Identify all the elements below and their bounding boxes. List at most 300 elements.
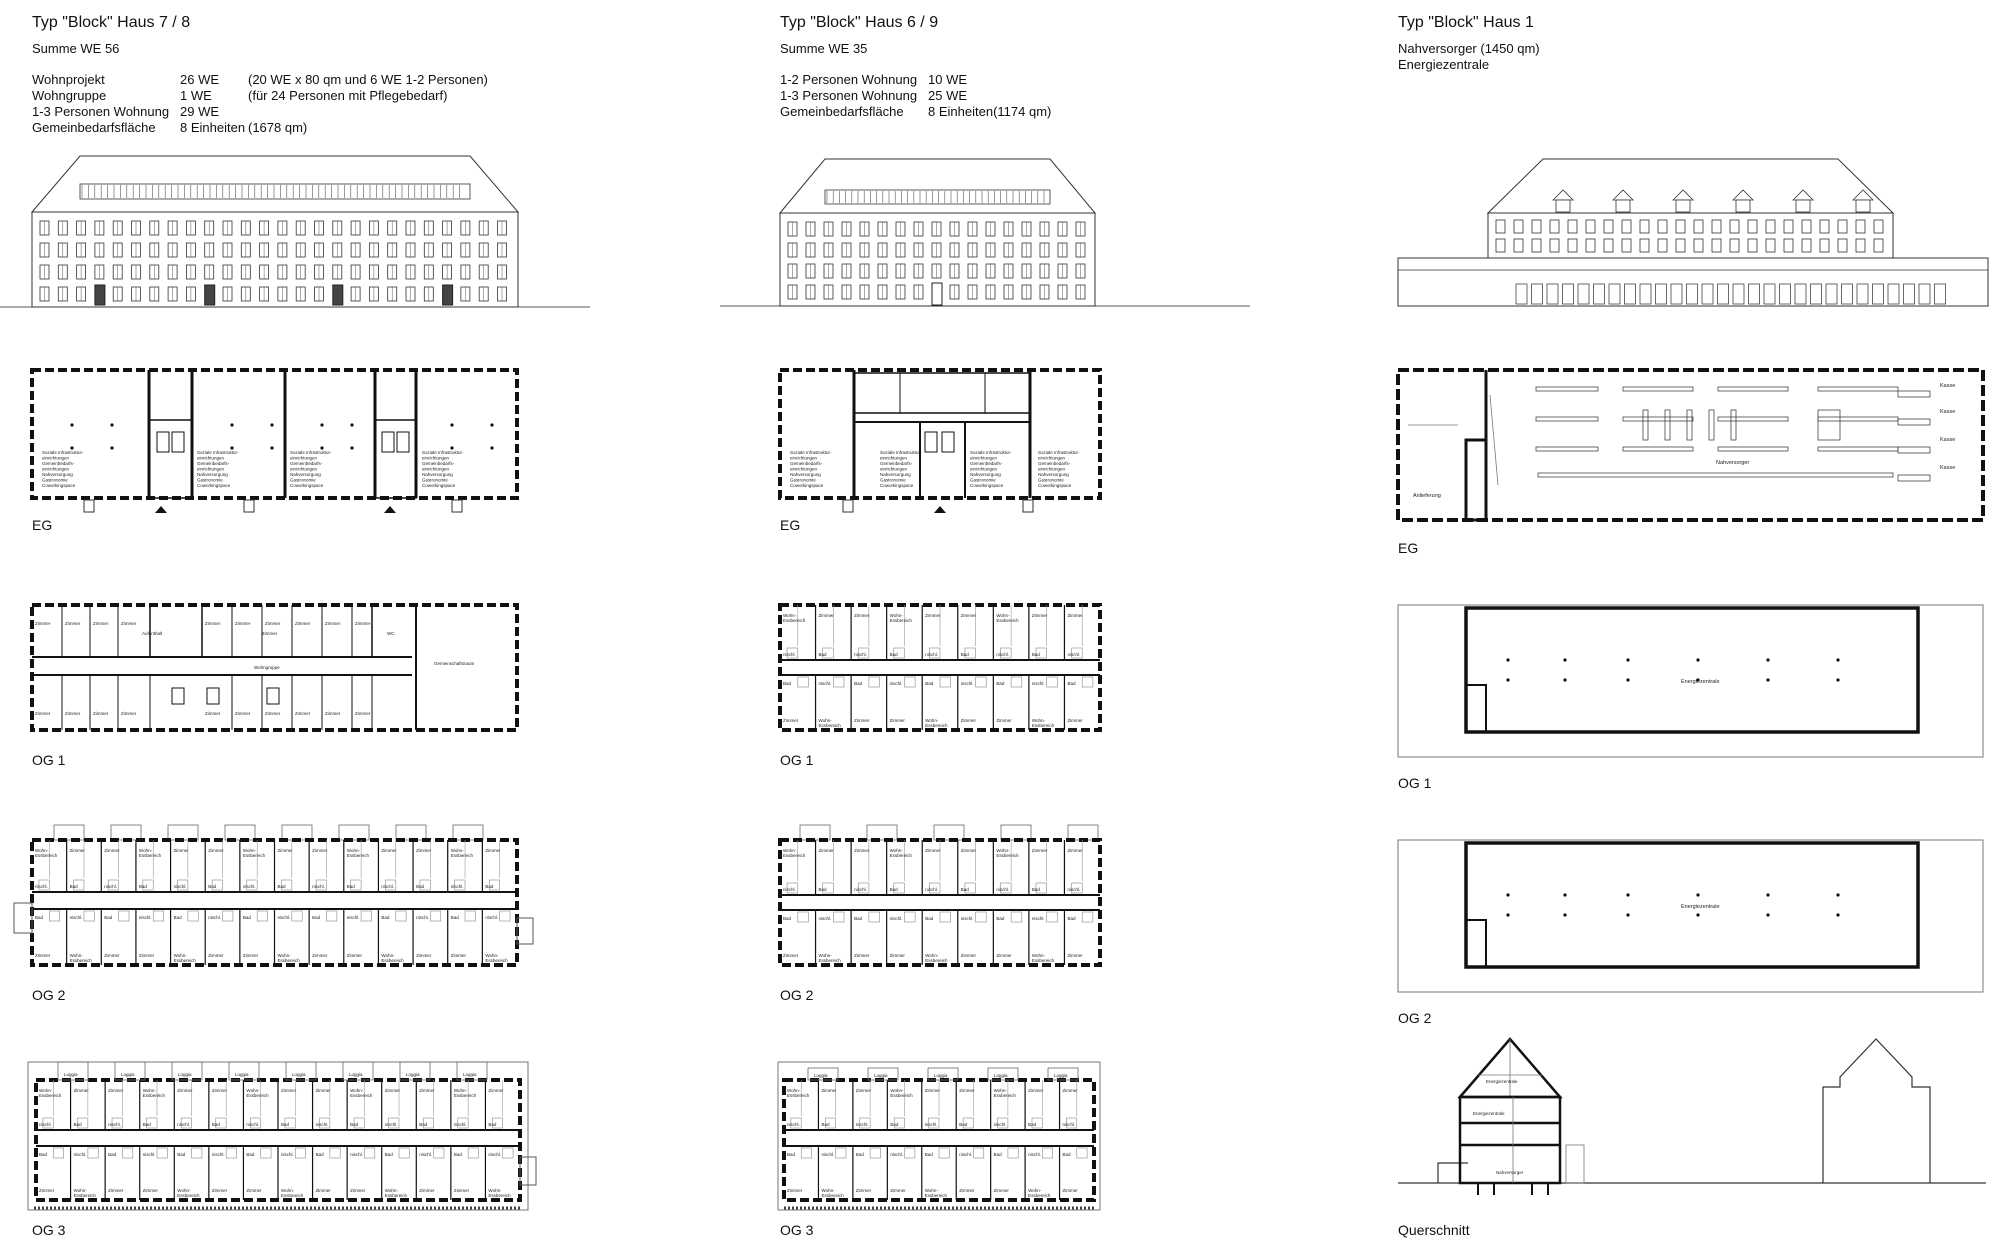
svg-text:Wohn-: Wohn-: [996, 613, 1010, 618]
svg-text:Loggia: Loggia: [178, 1072, 192, 1077]
svg-text:einrichtungen: einrichtungen: [790, 466, 818, 472]
svg-text:nischl.: nischl.: [960, 681, 974, 686]
svg-text:Zimmer: Zimmer: [108, 1088, 124, 1093]
svg-text:Bad: Bad: [381, 915, 390, 920]
svg-text:nischl.: nischl.: [173, 884, 187, 889]
svg-text:Bad: Bad: [450, 915, 459, 920]
svg-text:Nahversorgung: Nahversorgung: [42, 472, 73, 477]
svg-text:Zimmer: Zimmer: [416, 848, 432, 853]
svg-text:Bad: Bad: [925, 916, 934, 921]
svg-text:Zimmer: Zimmer: [121, 621, 137, 626]
svg-text:Zimmer: Zimmer: [1067, 718, 1083, 723]
svg-text:nischl.: nischl.: [384, 1122, 398, 1127]
svg-text:Essbereich: Essbereich: [1028, 1193, 1051, 1198]
svg-text:Energiezentrale: Energiezentrale: [1681, 904, 1720, 910]
plan-label: OG 2: [32, 987, 66, 1003]
svg-text:Zimmer: Zimmer: [959, 1188, 975, 1193]
plan-og3: [778, 1062, 1108, 1212]
svg-text:nischl.: nischl.: [818, 916, 832, 921]
svg-text:Zimmer: Zimmer: [208, 953, 224, 958]
svg-text:Essbereich: Essbereich: [818, 958, 841, 963]
svg-text:nischl.: nischl.: [889, 681, 903, 686]
svg-text:Energiezentrale: Energiezentrale: [1681, 679, 1720, 685]
svg-text:Loggia: Loggia: [121, 1072, 135, 1077]
svg-text:Essbereich: Essbereich: [138, 853, 162, 858]
column-summary-line: Nahversorger (1450 qm): [1398, 41, 1540, 56]
svg-text:Essbereich: Essbereich: [1031, 723, 1055, 728]
stats-row: Gemeinbedarfsfläche 8 Einheiten (1678 qm): [32, 120, 308, 135]
plan-label: EG: [780, 517, 801, 533]
svg-text:Soziale Infrastruktur-: Soziale Infrastruktur-: [880, 450, 922, 455]
svg-text:nischl.: nischl.: [1067, 652, 1081, 657]
svg-text:nischl.: nischl.: [818, 681, 832, 686]
svg-text:Soziale Infrastruktur-: Soziale Infrastruktur-: [42, 450, 84, 455]
svg-text:Zimmer: Zimmer: [65, 621, 81, 626]
svg-text:nischl.: nischl.: [142, 1152, 156, 1157]
svg-text:Loggia: Loggia: [235, 1072, 249, 1077]
svg-text:nischl.: nischl.: [488, 1152, 502, 1157]
svg-text:Loggia: Loggia: [874, 1073, 888, 1078]
svg-text:Wohn-: Wohn-: [35, 848, 49, 853]
svg-text:nischl.: nischl.: [450, 884, 464, 889]
svg-text:Zimmer: Zimmer: [818, 848, 834, 853]
svg-text:einrichtungen: einrichtungen: [197, 466, 225, 472]
svg-text:Essbereich: Essbereich: [787, 1093, 810, 1098]
svg-text:Zimmer: Zimmer: [355, 621, 371, 626]
svg-text:Wohn-: Wohn-: [821, 1188, 835, 1193]
svg-text:Bad: Bad: [818, 652, 827, 657]
svg-text:Kasse: Kasse: [1940, 437, 1956, 443]
svg-text:Zimmer: Zimmer: [854, 613, 870, 618]
svg-text:Wohn-: Wohn-: [242, 848, 257, 853]
svg-text:Gemeinbedarfs-: Gemeinbedarfs-: [422, 461, 455, 466]
plan-label: OG 2: [1398, 1010, 1432, 1026]
svg-text:Zimmer: Zimmer: [205, 711, 221, 716]
svg-text:Zimmer: Zimmer: [854, 953, 870, 958]
svg-text:Wohn-: Wohn-: [925, 953, 939, 958]
svg-text:Zimmer: Zimmer: [262, 631, 278, 636]
column-title: Typ "Block" Haus 6 / 9: [780, 14, 939, 31]
svg-text:Zimmer: Zimmer: [854, 718, 870, 723]
svg-text:einrichtungen: einrichtungen: [970, 466, 998, 472]
svg-text:nischl.: nischl.: [419, 1152, 433, 1157]
svg-text:Essbereich: Essbereich: [73, 1193, 96, 1198]
svg-text:Zimmer: Zimmer: [325, 621, 341, 626]
svg-text:Wohn-: Wohn-: [450, 848, 464, 853]
svg-text:Loggia: Loggia: [463, 1072, 477, 1077]
svg-text:nischl.: nischl.: [1031, 916, 1045, 921]
svg-text:nischl.: nischl.: [242, 884, 256, 889]
plan-label: EG: [1398, 540, 1419, 556]
svg-text:einrichtungen: einrichtungen: [880, 466, 908, 472]
svg-text:Nahversorgung: Nahversorgung: [790, 472, 821, 477]
svg-text:Gemeinbedarfs-: Gemeinbedarfs-: [790, 461, 823, 466]
svg-text:Bad: Bad: [889, 652, 898, 657]
plan-og2: [780, 825, 1110, 970]
svg-text:Bad: Bad: [138, 884, 147, 889]
plan-og3: [28, 1062, 538, 1212]
svg-text:Energiezentrale: Energiezentrale: [1486, 1079, 1518, 1084]
svg-text:einrichtungen: einrichtungen: [197, 455, 225, 461]
svg-text:Zimmer: Zimmer: [419, 1188, 435, 1193]
svg-text:Gemeinbedarfs-: Gemeinbedarfs-: [290, 461, 323, 466]
svg-text:Bad: Bad: [855, 1152, 864, 1157]
svg-text:Zimmer: Zimmer: [177, 1088, 193, 1093]
svg-text:Bad: Bad: [108, 1152, 117, 1157]
svg-text:Zimmer: Zimmer: [925, 848, 941, 853]
svg-text:Nahversorgung: Nahversorgung: [880, 472, 911, 477]
svg-text:Bad: Bad: [889, 887, 898, 892]
svg-text:Zimmer: Zimmer: [818, 613, 834, 618]
stats-row: Wohngruppe 1 WE (für 24 Personen mit Pflegebedarf): [32, 88, 448, 103]
svg-text:Bad: Bad: [1031, 887, 1040, 892]
svg-text:nischl.: nischl.: [924, 1122, 938, 1127]
svg-text:Zimmer: Zimmer: [959, 1088, 975, 1093]
svg-text:Essbereich: Essbereich: [821, 1193, 844, 1198]
svg-text:Loggia: Loggia: [934, 1073, 948, 1078]
plan-eg: [1398, 365, 1988, 530]
svg-text:Zimmer: Zimmer: [960, 848, 977, 853]
svg-text:Zimmer: Zimmer: [787, 1188, 803, 1193]
svg-text:Zimmer: Zimmer: [265, 711, 281, 716]
svg-text:Zimmer: Zimmer: [325, 711, 341, 716]
svg-text:Zimmer: Zimmer: [384, 1088, 400, 1093]
svg-text:Bad: Bad: [312, 915, 321, 920]
svg-text:nischl.: nischl.: [1028, 1152, 1041, 1157]
svg-text:nischl.: nischl.: [925, 887, 938, 892]
svg-text:Essbereich: Essbereich: [996, 853, 1019, 858]
svg-text:Gastronomie: Gastronomie: [42, 477, 68, 483]
svg-text:Essbereich: Essbereich: [924, 1193, 948, 1198]
svg-text:Zimmer: Zimmer: [821, 1088, 837, 1093]
svg-text:Zimmer: Zimmer: [281, 1088, 297, 1093]
svg-text:nischl.: nischl.: [177, 1122, 191, 1127]
svg-text:Energiezentrale: Energiezentrale: [1473, 1111, 1505, 1116]
svg-text:Zimmer: Zimmer: [889, 953, 905, 958]
svg-text:Zimmer: Zimmer: [277, 848, 293, 853]
svg-text:Bad: Bad: [69, 884, 78, 889]
svg-text:Essbereich: Essbereich: [485, 958, 508, 963]
svg-text:Essbereich: Essbereich: [890, 1093, 913, 1098]
svg-text:Coworkingspace: Coworkingspace: [1038, 483, 1072, 488]
svg-text:Loggia: Loggia: [292, 1072, 306, 1077]
svg-text:Soziale Infrastruktur-: Soziale Infrastruktur-: [790, 450, 832, 455]
stats-row: Wohnprojekt 26 WE (20 WE x 80 qm und 6 WE 1-2 Personen): [32, 72, 488, 87]
plan-label: OG 3: [780, 1222, 814, 1238]
svg-text:nischl.: nischl.: [73, 1152, 87, 1157]
svg-text:nischl.: nischl.: [996, 652, 1010, 657]
svg-text:Bad: Bad: [1031, 652, 1040, 657]
svg-text:Essbereich: Essbereich: [35, 853, 58, 858]
svg-text:Wohn-: Wohn-: [277, 953, 291, 958]
svg-text:Wohn-: Wohn-: [384, 1188, 398, 1193]
svg-text:nischl.: nischl.: [821, 1152, 835, 1157]
svg-text:Gemeinbedarfs-: Gemeinbedarfs-: [197, 461, 230, 466]
svg-text:Zimmer: Zimmer: [211, 1088, 228, 1093]
column-haus-1: [1380, 0, 2000, 1246]
svg-text:Zimmer: Zimmer: [419, 1088, 435, 1093]
svg-text:nischl.: nischl.: [246, 1122, 260, 1127]
elevation-drawing: [720, 158, 1260, 308]
svg-text:Bad: Bad: [419, 1122, 428, 1127]
svg-text:Zimmer: Zimmer: [73, 1088, 89, 1093]
svg-text:Aufenthalt: Aufenthalt: [142, 631, 163, 636]
svg-text:Bad: Bad: [1028, 1122, 1037, 1127]
svg-text:nischl.: nischl.: [959, 1152, 972, 1157]
svg-text:Bad: Bad: [35, 915, 44, 920]
svg-text:Bad: Bad: [416, 884, 425, 889]
svg-text:nischl.: nischl.: [350, 1152, 363, 1157]
svg-text:nischl.: nischl.: [281, 1152, 294, 1157]
plan-og2: [1398, 840, 1988, 995]
svg-text:nischl.: nischl.: [925, 652, 938, 657]
svg-text:Coworkingspace: Coworkingspace: [790, 483, 824, 488]
svg-text:Zimmer: Zimmer: [1062, 1088, 1078, 1093]
svg-text:Nahversorgung: Nahversorgung: [197, 472, 228, 477]
svg-text:Soziale Infrastruktur-: Soziale Infrastruktur-: [1038, 450, 1080, 455]
svg-text:Wohn-: Wohn-: [818, 718, 832, 723]
svg-text:Gastronomie: Gastronomie: [290, 477, 316, 483]
svg-text:Soziale Infrastruktur-: Soziale Infrastruktur-: [290, 450, 332, 455]
svg-text:Zimmer: Zimmer: [925, 613, 941, 618]
svg-text:Zimmer: Zimmer: [960, 718, 977, 723]
svg-text:Wohn-: Wohn-: [818, 953, 832, 958]
stats-row: 1-3 Personen Wohnung 29 WE: [32, 104, 220, 119]
svg-text:nischl.: nischl.: [315, 1122, 329, 1127]
svg-text:Wohn-: Wohn-: [281, 1188, 295, 1193]
cross-section: [1398, 1035, 1988, 1205]
column-summary: Summe WE 35: [780, 41, 868, 56]
svg-text:Nahversorgung: Nahversorgung: [1038, 472, 1069, 477]
svg-text:Zimmer: Zimmer: [996, 953, 1012, 958]
svg-text:Essbereich: Essbereich: [246, 1093, 269, 1098]
svg-text:Loggia: Loggia: [1054, 1073, 1068, 1078]
svg-text:Zimmer: Zimmer: [138, 953, 155, 958]
svg-text:Essbereich: Essbereich: [488, 1193, 511, 1198]
svg-text:Essbereich: Essbereich: [450, 853, 473, 858]
svg-text:Zimmer: Zimmer: [993, 1188, 1009, 1193]
svg-text:Gemeinbedarfs-: Gemeinbedarfs-: [970, 461, 1003, 466]
svg-text:Zimmer: Zimmer: [235, 711, 251, 716]
svg-text:nischl.: nischl.: [854, 887, 867, 892]
svg-text:nischl.: nischl.: [787, 1122, 800, 1127]
svg-text:Essbereich: Essbereich: [889, 853, 912, 858]
svg-text:Wohn-: Wohn-: [350, 1088, 364, 1093]
svg-text:Essbereich: Essbereich: [384, 1193, 407, 1198]
stats-table: [780, 72, 1059, 120]
svg-text:Gemeinbedarfs-: Gemeinbedarfs-: [1038, 461, 1071, 466]
column-title: Typ "Block" Haus 1: [1398, 14, 1534, 31]
svg-text:Bad: Bad: [242, 915, 251, 920]
svg-text:Zimmer: Zimmer: [855, 1088, 872, 1093]
svg-text:Zimmer: Zimmer: [488, 1088, 504, 1093]
svg-text:nischl.: nischl.: [277, 915, 291, 920]
svg-text:Wohn-: Wohn-: [1031, 718, 1046, 723]
plan-label: OG 3: [32, 1222, 66, 1238]
svg-text:Bad: Bad: [960, 652, 969, 657]
svg-text:Wohn-: Wohn-: [485, 953, 499, 958]
svg-text:nischl.: nischl.: [485, 915, 499, 920]
stats-table: [32, 72, 496, 136]
svg-text:Zimmer: Zimmer: [1067, 953, 1083, 958]
svg-text:Bad: Bad: [854, 681, 863, 686]
svg-text:Anlieferung: Anlieferung: [1413, 493, 1441, 499]
svg-text:nischl.: nischl.: [138, 915, 152, 920]
svg-text:nischl.: nischl.: [211, 1152, 225, 1157]
svg-text:Zimmer: Zimmer: [104, 953, 120, 958]
svg-text:Zimmer: Zimmer: [312, 848, 328, 853]
svg-text:Bad: Bad: [890, 1122, 899, 1127]
svg-text:nischl.: nischl.: [104, 884, 118, 889]
svg-text:Zimmer: Zimmer: [889, 718, 905, 723]
svg-text:nischl.: nischl.: [1031, 681, 1045, 686]
svg-text:Zimmer: Zimmer: [142, 1188, 158, 1193]
svg-text:Kasse: Kasse: [1940, 383, 1956, 389]
svg-text:Zimmer: Zimmer: [450, 953, 466, 958]
svg-text:Bad: Bad: [783, 681, 792, 686]
svg-text:Zimmer: Zimmer: [890, 1188, 906, 1193]
svg-text:Soziale Infrastruktur-: Soziale Infrastruktur-: [422, 450, 464, 455]
svg-text:Zimmer: Zimmer: [295, 711, 311, 716]
svg-text:Bad: Bad: [1067, 916, 1076, 921]
svg-text:Wohn-: Wohn-: [993, 1088, 1007, 1093]
svg-text:nischl.: nischl.: [453, 1122, 467, 1127]
svg-text:Zimmer: Zimmer: [924, 1088, 941, 1093]
svg-text:Wohn-: Wohn-: [996, 848, 1010, 853]
svg-text:nischl.: nischl.: [993, 1122, 1007, 1127]
svg-text:Nahversorger: Nahversorger: [1496, 1170, 1524, 1175]
plan-og1: [32, 605, 522, 735]
svg-text:Bad: Bad: [821, 1122, 830, 1127]
column-summary-line: Energiezentrale: [1398, 57, 1490, 72]
svg-text:Bad: Bad: [39, 1152, 48, 1157]
svg-text:Essbereich: Essbereich: [350, 1093, 373, 1098]
svg-text:Essbereich: Essbereich: [281, 1193, 304, 1198]
svg-text:Essbereich: Essbereich: [453, 1093, 477, 1098]
svg-text:Essbereich: Essbereich: [783, 618, 806, 623]
svg-text:einrichtungen: einrichtungen: [970, 455, 998, 461]
elevation-drawing: [0, 155, 600, 310]
svg-text:nischl.: nischl.: [69, 915, 83, 920]
svg-text:Bad: Bad: [959, 1122, 968, 1127]
plan-og1: [780, 605, 1110, 735]
svg-text:nischl.: nischl.: [854, 652, 867, 657]
svg-text:Bad: Bad: [142, 1122, 151, 1127]
svg-text:Essbereich: Essbereich: [277, 958, 300, 963]
svg-text:Essbereich: Essbereich: [925, 723, 948, 728]
svg-text:Gastronomie: Gastronomie: [422, 477, 448, 483]
svg-text:Gastronomie: Gastronomie: [1038, 477, 1064, 483]
svg-text:nischl.: nischl.: [1062, 1122, 1076, 1127]
svg-text:Zimmer: Zimmer: [346, 953, 363, 958]
svg-text:Wohn-: Wohn-: [488, 1188, 502, 1193]
svg-text:Coworkingspace: Coworkingspace: [880, 483, 914, 488]
svg-text:Gastronomie: Gastronomie: [197, 477, 223, 483]
svg-text:Bad: Bad: [208, 884, 217, 889]
svg-text:Zimmer: Zimmer: [1067, 848, 1083, 853]
svg-text:nischl.: nischl.: [855, 1122, 869, 1127]
svg-text:einrichtungen: einrichtungen: [422, 466, 450, 472]
svg-text:Wohn-: Wohn-: [1028, 1188, 1042, 1193]
svg-text:Zimmer: Zimmer: [39, 1188, 55, 1193]
svg-text:einrichtungen: einrichtungen: [42, 455, 70, 461]
svg-text:Bad: Bad: [1062, 1152, 1071, 1157]
svg-text:Essbereich: Essbereich: [925, 958, 948, 963]
svg-text:Zimmer: Zimmer: [1031, 848, 1048, 853]
svg-text:Loggia: Loggia: [994, 1073, 1008, 1078]
svg-text:nischl.: nischl.: [312, 884, 325, 889]
svg-text:Essbereich: Essbereich: [993, 1093, 1016, 1098]
svg-text:Wohn-: Wohn-: [924, 1188, 938, 1193]
column-title: Typ "Block" Haus 7 / 8: [32, 14, 191, 31]
svg-text:Bad: Bad: [818, 887, 827, 892]
svg-text:nischl.: nischl.: [208, 915, 221, 920]
svg-text:einrichtungen: einrichtungen: [1038, 455, 1066, 461]
svg-text:Wohn-: Wohn-: [381, 953, 395, 958]
svg-text:einrichtungen: einrichtungen: [422, 455, 450, 461]
svg-text:Bad: Bad: [177, 1152, 186, 1157]
svg-text:Zimmer: Zimmer: [242, 953, 259, 958]
svg-text:Loggia: Loggia: [64, 1072, 78, 1077]
plan-label: OG 1: [32, 752, 66, 768]
svg-text:nischl.: nischl.: [39, 1122, 52, 1127]
svg-text:Wohn-: Wohn-: [783, 613, 797, 618]
svg-text:Zimmer: Zimmer: [173, 848, 189, 853]
svg-text:Bad: Bad: [485, 884, 494, 889]
svg-text:Zimmer: Zimmer: [381, 848, 397, 853]
svg-text:Zimmer: Zimmer: [854, 848, 870, 853]
plan-og1: [1398, 605, 1988, 760]
svg-text:Wohn-: Wohn-: [142, 1088, 156, 1093]
svg-text:Wohn-: Wohn-: [39, 1088, 53, 1093]
svg-text:Loggia: Loggia: [349, 1072, 363, 1077]
plan-eg: [780, 370, 1110, 520]
svg-text:Bad: Bad: [488, 1122, 497, 1127]
plan-eg: [32, 370, 522, 520]
svg-text:WC: WC: [387, 631, 395, 636]
svg-text:Zimmer: Zimmer: [205, 621, 221, 626]
svg-text:Zimmer: Zimmer: [35, 711, 51, 716]
svg-text:Nahversorgung: Nahversorgung: [970, 472, 1001, 477]
svg-text:einrichtungen: einrichtungen: [790, 455, 818, 461]
svg-text:Coworkingspace: Coworkingspace: [422, 483, 456, 488]
svg-text:Zimmer: Zimmer: [65, 711, 81, 716]
plan-label: Querschnitt: [1398, 1222, 1470, 1238]
svg-text:Essbereich: Essbereich: [818, 723, 841, 728]
svg-text:Essbereich: Essbereich: [1031, 958, 1055, 963]
svg-text:Bad: Bad: [453, 1152, 462, 1157]
svg-text:nischl.: nischl.: [783, 652, 796, 657]
svg-text:nischl.: nischl.: [346, 915, 360, 920]
svg-text:Essbereich: Essbereich: [381, 958, 404, 963]
svg-text:Bad: Bad: [73, 1122, 82, 1127]
svg-text:nischl.: nischl.: [35, 884, 48, 889]
svg-text:Zimmer: Zimmer: [295, 621, 311, 626]
svg-text:Coworkingspace: Coworkingspace: [290, 483, 324, 488]
plan-label: OG 1: [780, 752, 814, 768]
column-haus-7-8: [0, 0, 600, 1246]
svg-text:Zimmer: Zimmer: [453, 1188, 470, 1193]
svg-text:Zimmer: Zimmer: [485, 848, 501, 853]
svg-text:Bad: Bad: [993, 1152, 1002, 1157]
svg-text:Loggia: Loggia: [406, 1072, 420, 1077]
elevation-drawing: [1398, 158, 1988, 308]
plan-label: OG 2: [780, 987, 814, 1003]
svg-text:Wohn-: Wohn-: [787, 1088, 801, 1093]
svg-text:Gemeinbedarfs-: Gemeinbedarfs-: [42, 461, 75, 466]
svg-text:Nahversorgung: Nahversorgung: [422, 472, 453, 477]
svg-text:nischl.: nischl.: [416, 915, 429, 920]
